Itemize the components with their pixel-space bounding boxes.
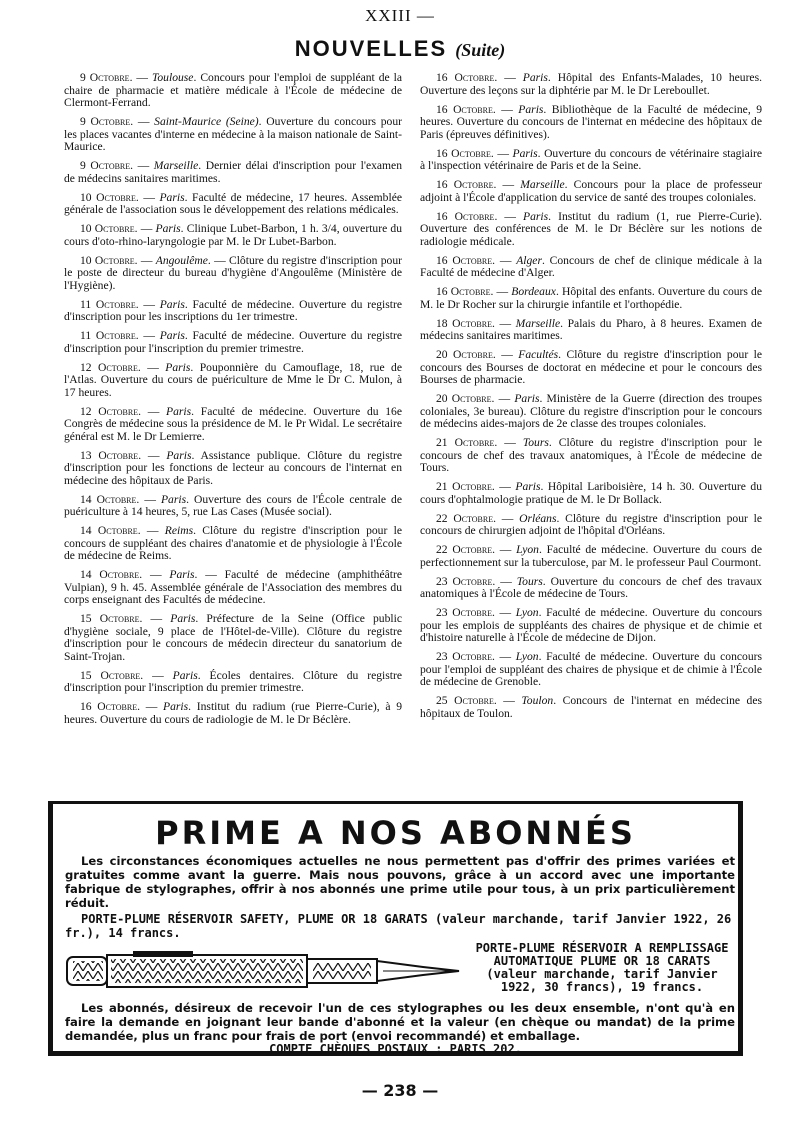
section-title-suffix: (Suite) xyxy=(455,40,506,60)
news-entry: 9 Octobre. — Saint-Maurice (Seine). Ouverture du concours pour les places vacantes d'interne en médecine à la maison nationale de Saint-Maurice. xyxy=(64,115,403,153)
entry-text: . Palais du Pharo, à 8 heures. Examen de médecins sanitaires maritimes. xyxy=(420,316,763,342)
news-entry: 9 Octobre. — Marseille. Dernier délai d'inscription pour l'examen de médecins sanitaires maritimes. xyxy=(64,159,402,185)
entry-text: . Institut du radium (rue Pierre-Curie), à 9 heures. Ouverture du cours de radiologie de M. le Dr Béclère. xyxy=(64,700,403,726)
news-entry: 21 Octobre. — Tours. Clôture du registre d'inscription pour le concours de chef des travaux anatomiques, à l'École de médecine de Tours. xyxy=(420,436,762,474)
news-entry: 16 Octobre. — Bordeaux. Hôpital des enfants. Ouverture du cours de M. le Dr Rocher sur la chirurgie infantile et l'orthopédie. xyxy=(420,285,762,311)
news-entry: 22 Octobre. — Orléans. Clôture du registre d'inscription pour le concours de chirurgien adjoint de l'hôpital d'Orléans. xyxy=(420,511,762,537)
news-entry: 15 Octobre. — Paris. Préfecture de la Seine (Office public d'hygiène sociale, 9 place de l'Hôtel-de-Ville). Clôture du registre d'inscription pour le concours de médecin directeur du sanatorium de Saint-Trojan. xyxy=(64,612,402,663)
entry-date: 16 Octobre xyxy=(436,102,493,116)
entry-date: 9 Octobre xyxy=(80,159,131,172)
entry-city: Paris xyxy=(159,297,185,311)
entry-city: Paris xyxy=(522,71,548,84)
entry-date: 9 Octobre xyxy=(80,115,131,128)
entry-city: Paris xyxy=(163,700,189,713)
news-entry: 9 Octobre. — Toulouse. Concours pour l'emploi de suppléant de la chaire de pharmacie et matière médicale à l'École de médecine de Clermont-Ferrand. xyxy=(64,71,403,109)
news-entry: 18 Octobre. — Marseille. Palais du Pharo, à 8 heures. Examen de médecins sanitaires maritimes. xyxy=(420,316,763,342)
ad-offer-automatic: PORTE-PLUME RÉSERVOIR A REMPLISSAGE AUTOMATIQUE PLUME OR 18 CARATS (valeur marchande, tarif Janvier 1922, 30 francs), 19 francs. xyxy=(475,941,729,994)
entry-text: . Ouverture des cours de l'École centrale de puériculture à 14 heures, 5, rue Las Cases (Musée social). xyxy=(64,492,402,518)
entry-city: Paris xyxy=(515,480,541,493)
entry-text: . Hôpital des enfants. Ouverture du cours de M. le Dr Rocher sur la chirurgie infantile et l'orthopédie. xyxy=(420,285,762,311)
entry-text: . Ouverture du concours de vétérinaire stagiaire à l'inspection vétérinaire de Paris et de la Seine. xyxy=(420,146,762,172)
entry-date: 21 Octobre xyxy=(436,436,495,449)
entry-city: Paris xyxy=(159,329,185,342)
entry-text: . Faculté de médecine. Ouverture du registre d'inscription pour les inscriptions du 1er trimestre. xyxy=(64,297,402,323)
news-entry: 11 Octobre. — Paris. Faculté de médecine. Ouverture du registre d'inscription pour l'inscription du premier trimestre. xyxy=(64,329,402,355)
entry-date: 15 Octobre xyxy=(80,612,140,625)
entry-city: Reims xyxy=(164,524,194,537)
entry-text: . Ouverture du concours pour les places vacantes d'interne en médecine à la maison nationale de Saint-Maurice. xyxy=(64,115,403,153)
entry-date: 23 Octobre xyxy=(436,650,492,663)
entry-text: . Dernier délai d'inscription pour l'examen de médecins sanitaires maritimes. xyxy=(64,159,402,185)
entry-text: . Clôture du registre d'inscription pour le concours des Bourses de doctorat en médecine et pour le concours des Bourses de pharmacie. xyxy=(420,348,763,386)
entry-date: 12 Octobre xyxy=(80,360,138,374)
entry-city: Orléans xyxy=(519,511,557,525)
news-entry: 16 Octobre. — Paris. Ouverture du concours de vétérinaire stagiaire à l'inspection vétérinaire de Paris et de la Seine. xyxy=(420,146,762,172)
entry-date: 14 Octobre xyxy=(80,568,140,581)
news-entry: 16 Octobre. — Alger. Concours de chef de clinique médicale à la Faculté de médecine d'Alger. xyxy=(420,253,763,279)
news-entry: 23 Octobre. — Tours. Ouverture du concours de chef des travaux anatomiques à l'École de médecine de Tours. xyxy=(420,574,762,600)
entry-date: 9 Octobre xyxy=(80,71,130,84)
entry-city: Saint-Maurice (Seine) xyxy=(154,115,259,128)
entry-text: . Concours de l'internat en médecine des hôpitaux de Toulon. xyxy=(420,694,762,720)
entry-date: 16 Octobre xyxy=(436,146,491,160)
entry-city: Paris xyxy=(172,668,198,682)
page-roman-numeral: XXIII — xyxy=(365,6,435,25)
section-title xyxy=(0,36,800,62)
entry-city: Paris xyxy=(514,392,540,405)
news-entry: 12 Octobre. — Paris. Faculté de médecine. Ouverture du 16e Congrès de médecine sous la présidence de M. le Pr Widal. Le secrétaire général est M. le Dr Lemierre. xyxy=(64,404,402,443)
entry-date: 18 Octobre xyxy=(436,316,492,330)
entry-text: . Pouponnière du Camouflage, 18, rue de l'Atlas. Ouverture du cours de puériculture de Mme le Dr C. Mulon, à 17 heures. xyxy=(64,360,402,399)
ad-offer-safety: PORTE-PLUME RÉSERVOIR SAFETY, PLUME OR 18 GARATS (valeur marchande, tarif Janvier 1922, 26 fr.), 14 francs. xyxy=(65,912,732,940)
entry-date: 10 Octobre xyxy=(80,253,135,267)
entry-text: . Hôpital Lariboisière, 14 h. 30. Ouverture du cours d'ophtalmologie pratique de M. le Dr Bollack. xyxy=(420,480,762,506)
entry-date: 20 Octobre xyxy=(436,392,492,405)
entry-text: . Ouverture du concours de chef des travaux anatomiques à l'École de médecine de Tours. xyxy=(420,574,762,600)
page-number: — 238 — xyxy=(361,1081,439,1100)
entry-date: 15 Octobre xyxy=(80,668,141,682)
news-entry: 20 Octobre. — Paris. Ministère de la Guerre (direction des troupes coloniales, 3e bureau). Clôture du registre d'inscription pour le concours de médecins aides-majors de 2e classe des troupes coloniales. xyxy=(420,392,763,430)
news-entry: 10 Octobre. — Paris. Faculté de médecine, 17 heures. Assemblée générale de l'association sous le développement des relations médicales. xyxy=(64,190,402,216)
news-entry: 25 Octobre. — Toulon. Concours de l'internat en médecine des hôpitaux de Toulon. xyxy=(420,694,762,720)
entry-date: 22 Octobre xyxy=(436,543,493,556)
entry-text: . Bibliothèque de la Faculté de médecine, 9 heures. Ouverture du concours de l'internat en médecine des hôpitaux de Paris (épreuves définitives). xyxy=(420,102,762,141)
entry-city: Lyon xyxy=(516,543,539,556)
entry-date: 23 Octobre xyxy=(436,574,493,588)
entry-date: 16 Octobre xyxy=(436,285,491,298)
entry-city: Lyon xyxy=(515,650,539,663)
section-title-text: NOUVELLES xyxy=(294,36,448,61)
entry-date: 10 Octobre xyxy=(80,222,135,235)
entry-date: 11 Octobre xyxy=(80,329,136,342)
entry-text: . Concours pour la place de professeur adjoint à l'École d'application du service de santé des troupes coloniales. xyxy=(420,178,762,204)
ad-closing: Les abonnés, désireux de recevoir l'un de ces stylographes ou les deux ensemble, n'ont qu'à en faire la demande en joignant leur bande d'abonné et la valeur (en chèque ou mandat) de la prime demandée, plus un franc pour frais de port (envoi recommandé) et emballage. xyxy=(65,1001,735,1043)
left-column xyxy=(64,72,402,733)
news-entry: 16 Octobre. — Paris. Institut du radium (1, rue Pierre-Curie). Ouverture des conférences de M. le Dr Béclère sur les notions de radiologie médicale. xyxy=(420,209,762,248)
entry-date: 11 Octobre xyxy=(80,297,136,311)
entry-text: . Faculté de médecine. Ouverture du cours de perfectionnement sur la tuberculose, par M. le professeur Paul Courmont. xyxy=(420,543,763,569)
entry-text: . Faculté de médecine. Ouverture du registre d'inscription pour l'inscription du premier trimestre. xyxy=(64,329,402,355)
entry-date: 13 Octobre xyxy=(80,448,139,462)
entry-city: Toulon xyxy=(521,694,554,707)
entry-date: 21 Octobre xyxy=(436,480,492,493)
entry-city: Tours xyxy=(522,436,549,449)
entry-text: . Faculté de médecine. Ouverture du concours pour les emplois de suppléants des chaires de physique et de chimie et d'histoire naturelle à l'École de médecine de Dijon. xyxy=(420,606,762,644)
subscriber-ad-box xyxy=(48,801,743,1056)
entry-city: Paris xyxy=(166,448,192,462)
entry-text: . Préfecture de la Seine (Office public d'hygiène sociale, 9 place de l'Hôtel-de-Ville). Clôture du registre d'inscription pour le concours de médecin directeur du sanatorium de Saint-Trojan. xyxy=(64,612,402,663)
news-entry: 14 Octobre. — Reims. Clôture du registre d'inscription pour le concours de suppléant des chaires d'anatomie et de physiologie à l'École de médecine de Reims. xyxy=(64,524,402,562)
news-entry: 16 Octobre. — Paris. Hôpital des Enfants-Malades, 10 heures. Ouverture des leçons sur la diphtérie par M. le Dr Lereboullet. xyxy=(420,71,762,97)
news-entry: 14 Octobre. — Paris. — Faculté de médecine (amphithéâtre Vulpian), 9 h. 45. Assemblée générale de l'Association des membres du corps enseignant des Facultés de médecine. xyxy=(64,568,402,606)
entry-city: Toulouse xyxy=(152,71,194,84)
entry-date: 16 Octobre xyxy=(436,178,494,191)
news-entry: 14 Octobre. — Paris. Ouverture des cours de l'École centrale de puériculture à 14 heures, 5, rue Las Cases (Musée social). xyxy=(64,492,402,518)
entry-text: . Institut du radium (1, rue Pierre-Curie). Ouverture des conférences de M. le Dr Béclère sur les notions de radiologie médicale. xyxy=(420,209,762,248)
entry-city: Paris xyxy=(169,568,195,581)
entry-city: Marseille xyxy=(515,316,561,330)
entry-city: Angoulême xyxy=(155,253,208,267)
entry-city: Tours xyxy=(516,574,543,588)
ad-postal-account: COMPTE CHÈQUES POSTAUX : PARIS 202. xyxy=(269,1042,522,1056)
news-entry: 20 Octobre. — Facultés. Clôture du registre d'inscription pour le concours des Bourses de doctorat en médecine et pour le concours des Bourses de pharmacie. xyxy=(420,348,763,386)
entry-date: 10 Octobre xyxy=(80,190,136,204)
entry-text: . Ministère de la Guerre (direction des troupes coloniales, 3e bureau). Clôture du registre d'inscription pour le concours de médecins aides-majors de 2e classe des troupes coloniales. xyxy=(420,392,763,430)
entry-city: Paris xyxy=(155,222,181,235)
entry-text: . Faculté de médecine. Ouverture du concours pour l'emploi de suppléant des chaires de physique et de chimie à l'École de médecine de Grenoble. xyxy=(420,650,762,688)
entry-date: 16 Octobre xyxy=(436,209,495,223)
news-entry: 21 Octobre. — Paris. Hôpital Lariboisière, 14 h. 30. Ouverture du cours d'ophtalmologie pratique de M. le Dr Bollack. xyxy=(420,480,762,506)
ad-intro: Les circonstances économiques actuelles ne nous permettent pas d'offrir des primes variées et gratuites comme avant la guerre. Mais nous pouvons, grâce à un accord avec une importante fabrique de stylographes, offrir à nos abonnés une prime utile pour tous, à un prix particulièrement réduit. xyxy=(65,854,735,910)
news-entry: 16 Octobre. — Paris. Bibliothèque de la Faculté de médecine, 9 heures. Ouverture du concours de l'internat en médecine des hôpitaux de Paris (épreuves définitives). xyxy=(420,102,762,141)
entry-city: Paris xyxy=(518,102,544,116)
entry-text: . — Clôture du registre d'inscription pour le poste de directeur du bureau d'hygiène d'Angoulême (Ministère de l'Hygiène). xyxy=(64,253,402,292)
entry-city: Marseille xyxy=(520,178,565,191)
entry-city: Paris xyxy=(160,492,187,506)
news-entry: 10 Octobre. — Angoulême. — Clôture du registre d'inscription pour le poste de directeur du bureau d'hygiène d'Angoulême (Ministère de l'Hygiène). xyxy=(64,253,402,292)
entry-text: . Faculté de médecine. Ouverture du 16e Congrès de médecine sous la présidence de M. le Pr Widal. Le secrétaire général est M. le Dr Lemierre. xyxy=(64,404,402,443)
entry-date: 16 Octobre xyxy=(80,700,138,713)
entry-city: Paris xyxy=(170,612,196,625)
entry-text: . Faculté de médecine, 17 heures. Assemblée générale de l'association sous le développement des relations médicales. xyxy=(64,190,402,216)
news-entry: 22 Octobre. — Lyon. Faculté de médecine. Ouverture du cours de perfectionnement sur la tuberculose, par M. le professeur Paul Courmont. xyxy=(420,543,763,569)
entry-city: Paris xyxy=(166,404,192,418)
entry-city: Facultés xyxy=(518,348,559,361)
entry-date: 16 Octobre xyxy=(436,71,495,84)
entry-text: . Écoles dentaires. Clôture du registre d'inscription pour l'inscription du premier trimestre. xyxy=(64,668,402,694)
entry-text: . Clôture du registre d'inscription pour le concours de chef des travaux anatomiques, à l'École de médecine de Tours. xyxy=(420,436,762,474)
entry-city: Paris xyxy=(523,209,549,223)
entry-text: . — Faculté de médecine (amphithéâtre Vulpian), 9 h. 45. Assemblée générale de l'Association des membres du corps enseignant des Facultés de médecine. xyxy=(64,568,402,606)
news-entry: 23 Octobre. — Lyon. Faculté de médecine. Ouverture du concours pour l'emploi de suppléant des chaires de physique et de chimie à l'École de médecine de Grenoble. xyxy=(420,650,762,688)
entry-text: . Clôture du registre d'inscription pour le concours de suppléant des chaires d'anatomie et de physiologie à l'École de médecine de Reims. xyxy=(64,524,402,562)
news-entry: 12 Octobre. — Paris. Pouponnière du Camouflage, 18, rue de l'Atlas. Ouverture du cours de puériculture de Mme le Dr C. Mulon, à 17 heures. xyxy=(64,360,402,399)
entry-text: . Assistance publique. Clôture du registre d'inscription pour les fonctions de lecteur au concours de l'internat en médecine des hôpitaux de Paris. xyxy=(64,448,402,487)
news-entry: 11 Octobre. — Paris. Faculté de médecine. Ouverture du registre d'inscription pour les inscriptions du 1er trimestre. xyxy=(64,297,402,323)
entry-date: 20 Octobre xyxy=(436,348,493,361)
entry-date: 16 Octobre xyxy=(436,253,493,267)
entry-city: Paris xyxy=(165,360,191,374)
news-entry: 15 Octobre. — Paris. Écoles dentaires. Clôture du registre d'inscription pour l'inscription du premier trimestre. xyxy=(64,668,402,694)
news-entry: 23 Octobre. — Lyon. Faculté de médecine. Ouverture du concours pour les emplois de suppléants des chaires de physique et de chimie et d'histoire naturelle à l'École de médecine de Dijon. xyxy=(420,606,762,644)
entry-text: . Hôpital des Enfants-Malades, 10 heures. Ouverture des leçons sur la diphtérie par M. le Dr Lereboullet. xyxy=(420,71,762,97)
entry-date: 25 Octobre xyxy=(436,694,494,707)
entry-city: Paris xyxy=(159,190,185,204)
entry-date: 23 Octobre xyxy=(436,606,492,619)
news-entry: 10 Octobre. — Paris. Clinique Lubet-Barbon, 1 h. 3/4, ouverture du cours d'oto-rhino-laryngologie par M. le Dr Lubet-Barbon. xyxy=(64,222,403,248)
entry-city: Marseille xyxy=(153,159,199,172)
entry-text: . Clôture du registre d'inscription pour le concours de chirurgien adjoint de l'hôpital d'Orléans. xyxy=(420,511,762,537)
entry-text: . Concours pour l'emploi de suppléant de la chaire de pharmacie et matière médicale à l'École de médecine de Clermont-Ferrand. xyxy=(64,71,403,109)
news-entry: 13 Octobre. — Paris. Assistance publique. Clôture du registre d'inscription pour les fonctions de lecteur au concours de l'internat en médecine des hôpitaux de Paris. xyxy=(64,448,402,487)
right-column xyxy=(420,72,762,727)
fountain-pen-illustration xyxy=(63,947,463,995)
entry-date: 22 Octobre xyxy=(436,511,494,525)
entry-city: Paris xyxy=(512,146,538,160)
entry-date: 14 Octobre xyxy=(80,524,138,537)
ad-title: PRIME A NOS ABONNÉS xyxy=(155,814,636,852)
entry-city: Lyon xyxy=(515,606,539,619)
news-entry: 16 Octobre. — Paris. Institut du radium (rue Pierre-Curie), à 9 heures. Ouverture du cours de radiologie de M. le Dr Béclère. xyxy=(64,700,403,726)
news-entry: 16 Octobre. — Marseille. Concours pour la place de professeur adjoint à l'École d'application du service de santé des troupes coloniales. xyxy=(420,178,762,204)
entry-date: 14 Octobre xyxy=(80,492,137,506)
entry-city: Bordeaux xyxy=(511,285,556,298)
entry-text: . Concours de chef de clinique médicale à la Faculté de médecine d'Alger. xyxy=(420,253,763,279)
entry-date: 12 Octobre xyxy=(80,404,139,418)
entry-city: Alger xyxy=(516,253,542,267)
entry-text: . Clinique Lubet-Barbon, 1 h. 3/4, ouverture du cours d'oto-rhino-laryngologie par M. le Dr Lubet-Barbon. xyxy=(64,222,403,248)
